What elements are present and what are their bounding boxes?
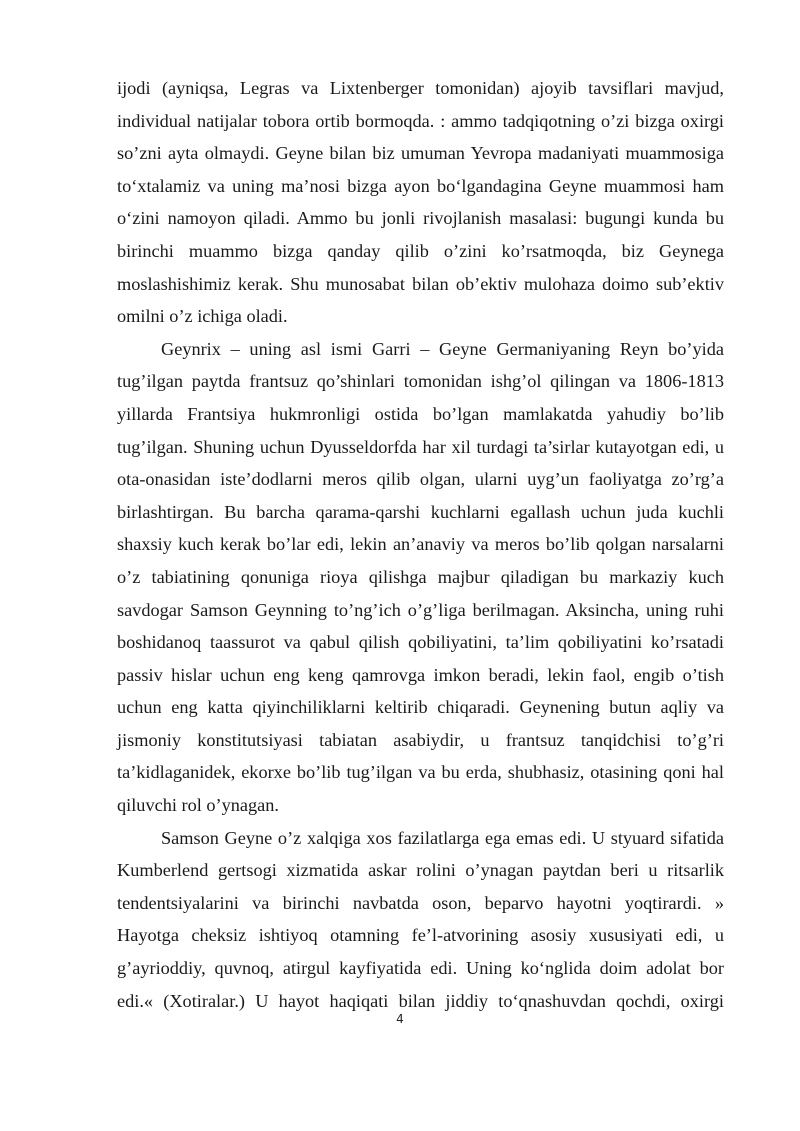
text-line: tug’ilgan. Shuning uchun Dyusseldorfda har xil turdagi ta’sirlar kutayotgan edi, u xyxy=(117,436,724,457)
text-line: tug’ilgan paytda frantsuz qo’shinlari tomonidan ishg’ol qilingan va 1806-1813 xyxy=(117,371,724,392)
text-line: Hayotga cheksiz ishtiyoq otamning fe’l-atvorining asosiy xususiyati edi, u xyxy=(117,925,724,946)
text-line: birlashtirgan. Bu barcha qarama-qarshi kuchlarni egallash uchun juda kuchli xyxy=(117,501,724,522)
paragraph-3 xyxy=(117,822,724,1018)
text-line: oʻzini namoyon qiladi. Ammo bu jonli rivojlanish masalasi: bugungi kunda bu xyxy=(117,208,724,229)
text-line: savdogar Samson Geynning to’ng’ich o’g’liga berilmagan. Aksincha, uning ruhi xyxy=(117,599,724,620)
text-line: jismoniy konstitutsiyasi tabiatan asabiydir, u frantsuz tanqidchisi to’g’ri xyxy=(117,729,724,750)
text-line: passiv hislar uchun eng keng qamrovga imkon beradi, lekin faol, engib o’tish xyxy=(117,664,724,685)
text-line: Geynrix – uning asl ismi Garri – Geyne Germaniyaning Reyn bo’yida xyxy=(161,338,724,359)
text-line: ta’kidlaganidek, ekorxe bo’lib tug’ilgan va bu erda, shubhasiz, otasining qoni hal xyxy=(117,762,724,783)
text-line: qiluvchi rol o’ynagan. xyxy=(117,795,279,816)
text-line: so’zni ayta olmaydi. Geyne bilan biz umuman Yevropa madaniyati muammosiga xyxy=(117,143,724,164)
text-line: Kumberlend gertsogi xizmatida askar rolini o’ynagan paytdan beri u ritsarlik xyxy=(117,860,724,881)
text-line: Samson Geyne o’z xalqiga xos fazilatlarga ega emas edi. U styuard sifatida xyxy=(161,827,724,848)
text-line: ota-onasidan iste’dodlarni meros qilib olgan, ularni uyg’un faoliyatga zo’rg’a xyxy=(117,469,724,490)
text-line: birinchi muammo bizga qanday qilib o’zini ko’rsatmoqda, biz Geynega xyxy=(117,240,724,261)
paragraph-2 xyxy=(117,333,724,822)
text-line: toʻxtalamiz va uning ma’nosi bizga ayon boʻlgandagina Geyne muammosi ham xyxy=(117,175,724,196)
text-line: ijodi (ayniqsa, Legras va Lixtenberger tomonidan) ajoyib tavsiflari mavjud, xyxy=(117,78,724,98)
text-line: individual natijalar tobora ortib bormoqda. : ammo tadqiqotning o’zi bizga oxirgi xyxy=(117,110,724,131)
text-line: g’ayrioddiy, quvnoq, atirgul kayfiyatida edi. Uning koʻnglida doim adolat bor xyxy=(117,958,724,979)
body-text xyxy=(117,72,724,1017)
page-number: 4 xyxy=(396,1012,404,1026)
text-line: o’z tabiatining qonuniga rioya qilishga majbur qiladigan bu markaziy kuch xyxy=(117,566,724,587)
text-line: omilni o’z ichiga oladi. xyxy=(117,306,288,327)
text-line: edi.« (Xotiralar.) U hayot haqiqati bilan jiddiy toʻqnashuvdan qochdi, oxirgi xyxy=(117,990,724,1011)
paragraph-1 xyxy=(117,72,724,333)
text-line: tendentsiyalarini va birinchi navbatda oson, beparvo hayotni yoqtirardi. » xyxy=(117,892,724,913)
text-line: shaxsiy kuch kerak bo’lar edi, lekin an’anaviy va meros bo’lib qolgan narsalarni xyxy=(117,534,724,555)
text-line: boshidanoq taassurot va qabul qilish qobiliyatini, ta’lim qobiliyatini ko’rsatadi xyxy=(117,632,724,653)
text-line: uchun eng katta qiyinchiliklarni keltirib chiqaradi. Geynening butun aqliy va xyxy=(117,697,724,718)
text-line: yillarda Frantsiya hukmronligi ostida bo’lgan mamlakatda yahudiy bo’lib xyxy=(117,403,724,424)
text-line: moslashishimiz kerak. Shu munosabat bilan ob’ektiv mulohaza doimo sub’ektiv xyxy=(117,273,724,294)
